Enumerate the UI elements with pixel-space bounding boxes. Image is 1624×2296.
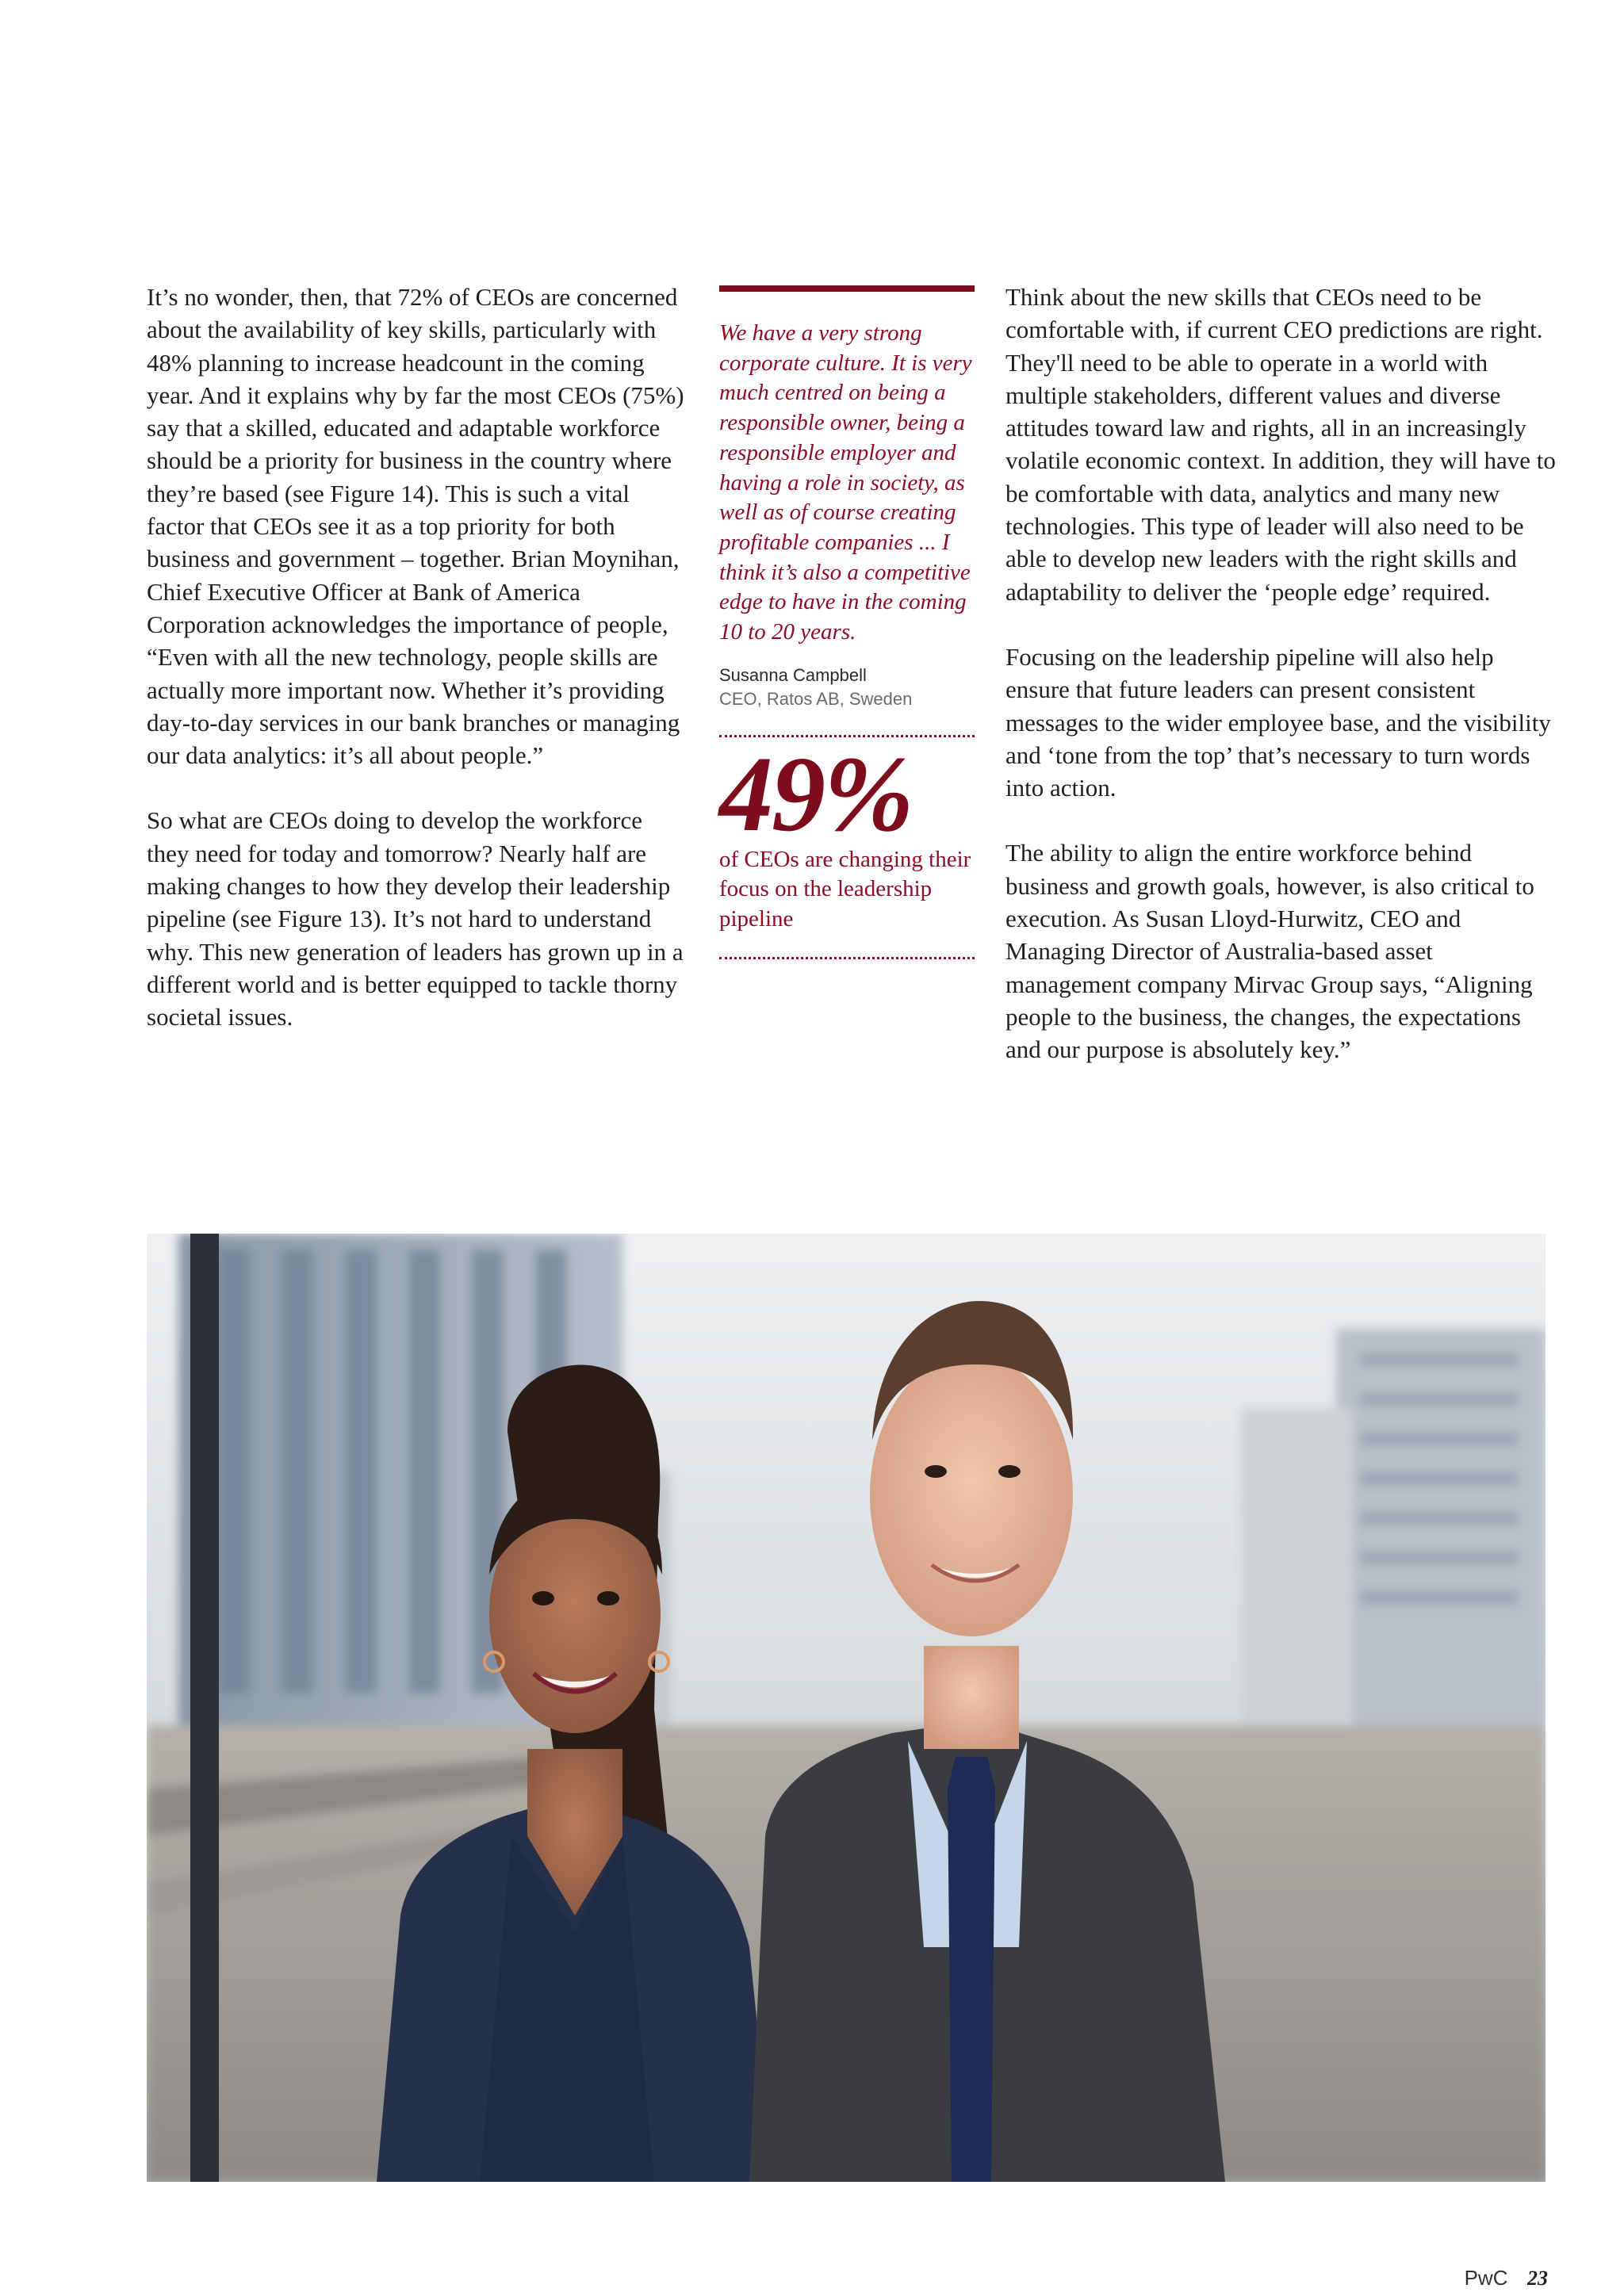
body-paragraph: Think about the new skills that CEOs need to be comfortable with, if current CEO predictions are right. They'll need to be able to operate in a world with multiple stakeholders, different values and diverse attitudes toward law and rights, all in an increasingly volatile economic context. In addition, they will have to be comfortable with data, analytics and many new technologies. This type of leader will also need to be able to develop new leaders with the right skills and adaptability to deliver the ‘people edge’ required. [1005,283,1556,606]
stat-caption: of CEOs are changing their focus on the leadership pipeline [719,846,971,932]
left-text-column [147,281,686,1066]
quote-attribution-name: Susanna Campbell [719,664,867,685]
body-paragraph: So what are CEOs doing to develop the workforce they need for today and tomorrow? Nearly half are making changes to how they develop their leadership pipeline (see Figure 13). It’s not hard to understand why. This new generation of leaders has grown up in a different world and is better equipped to tackle thorny societal issues. [147,806,684,1031]
footer-brand: PwC [1464,2266,1508,2290]
right-text-column [1005,281,1561,1099]
quote-sidebar [719,285,975,959]
photo-two-professionals [147,1234,1545,2182]
page-footer [1465,2266,1548,2290]
sidebar-top-rule [719,285,975,292]
body-paragraph: Focusing on the leadership pipeline will also help ensure that future leaders can present consistent messages to the wider employee base, and the visibility and ‘tone from the top’ that’s necessary to turn words into action. [1005,642,1551,802]
body-paragraph: It’s no wonder, then, that 72% of CEOs are concerned about the availability of key skills, particularly with 48% planning to increase headcount in the coming year. And it explains why by far the most CEOs (75%) say that a skilled, educated and adaptable workforce should be a priority for business in the country where they’re based (see Figure 14). This is such a vital factor that CEOs see it as a top priority for both business and government – together. Brian Moynihan, Chief Executive Officer at Bank of America Corporation acknowledges the importance of people, “Even with all the new technology, people skills are actually more important now. Whether it’s providing day-to-day services in our bank branches or managing our data analytics: it’s all about people.” [147,283,684,770]
photo-illustration [147,1234,1545,2182]
pull-quote: We have a very strong corporate culture. It is very much centred on being a responsible owner, being a responsible employer and having a role in society, as well as of course creating profitable companies ... I think it’s also a competitive edge to have in the coming 10 to 20 years. [719,320,972,645]
stat-value: 49% [719,734,913,854]
dotted-divider [719,957,975,959]
quote-attribution-role: CEO, Ratos AB, Sweden [719,688,913,709]
page-number: 23 [1527,2267,1548,2290]
body-paragraph: The ability to align the entire workforce behind business and growth goals, however, is also critical to execution. As Susan Lloyd-Hurwitz, CEO and Managing Director of Australia-based asset management company Mirvac Group says, “Aligning people to the business, the changes, the expectations and our purpose is absolutely key.” [1005,839,1534,1064]
